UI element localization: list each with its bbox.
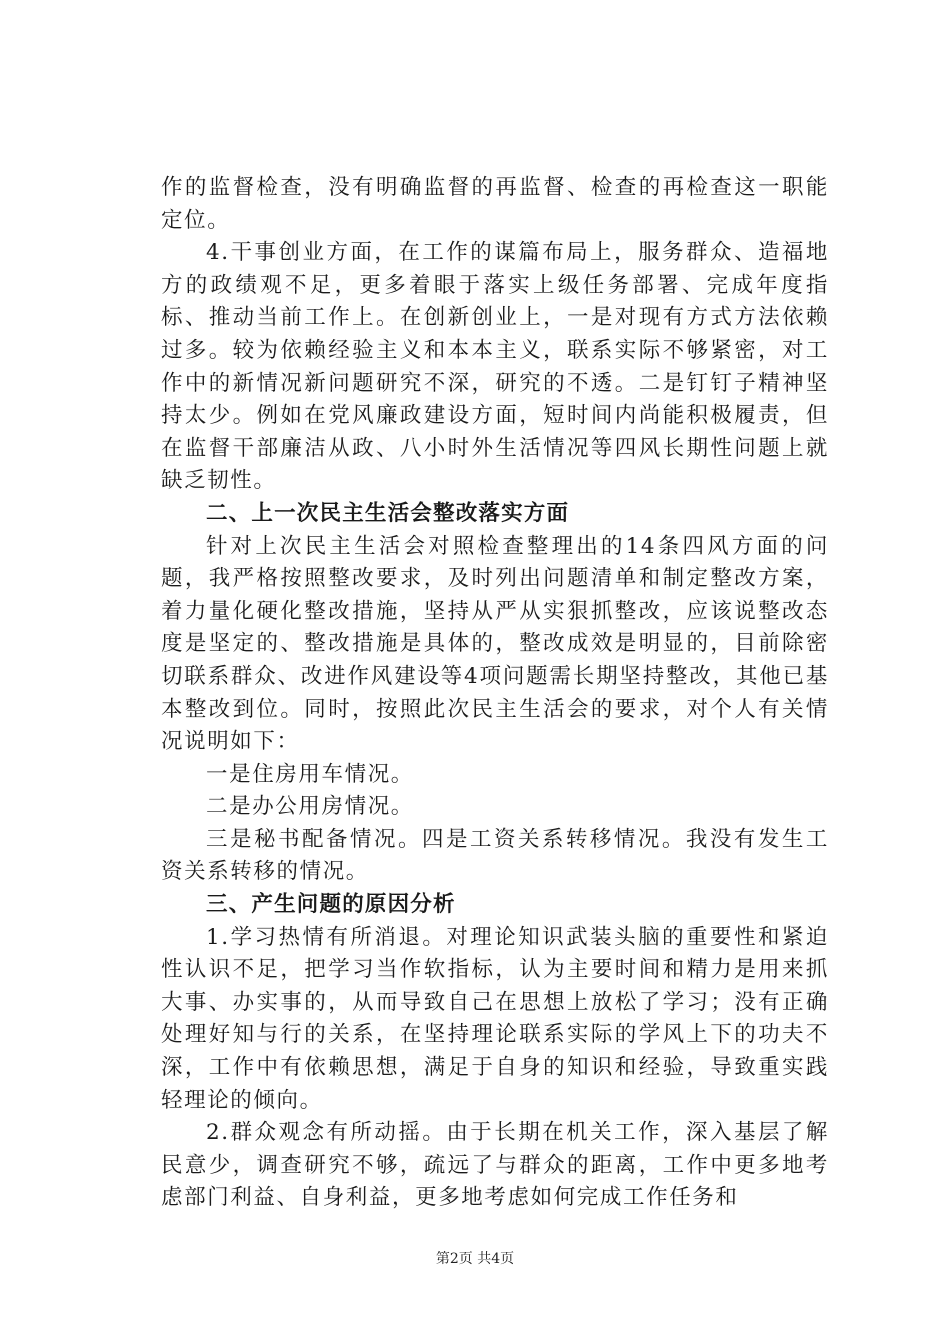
paragraph-secretary-salary: 三是秘书配备情况。四是工资关系转移情况。我没有发生工资关系转移的情况。 (161, 826, 829, 885)
paragraph-housing-car: 一是住房用车情况。 (206, 761, 414, 787)
paragraph-learning: 1.学习热情有所消退。对理论知识武装头脑的重要性和紧迫性认识不足，把学习当作软指标，认为主要时间和精力是用来抓大事、办实事的，从而导致自己在思想上放松了学习；没有正确处理好知与行的关系，在坚持理论联系实际的学风上下的功夫不深，工作中有依赖思想，满足于自身的知识和经验，导致重实践轻理论的倾向。 (161, 924, 829, 1113)
paragraph-mass-line: 2.群众观念有所动摇。由于长期在机关工作，深入基层了解民意少，调查研究不够，疏远了与群众的距离，工作中更多地考虑部门利益、自身利益，更多地考虑如何完成工作任务和 (161, 1120, 829, 1211)
paragraph-work-aspect: 4.干事创业方面，在工作的谋篇布局上，服务群众、造福地方的政绩观不足，更多着眼于落实上级任务部署、完成年度指标、推动当前工作上。在创新创业上，一是对现有方式方法依赖过多。较为依赖经验主义和本本主义，联系实际不够紧密，对工作中的新情况新问题研究不深，研究的不透。二是钉钉子精神坚持太少。例如在党风廉政建设方面，短时间内尚能积极履责，但在监督干部廉洁从政、八小时外生活情况等四风长期性问题上就缺乏韧性。 (161, 240, 829, 494)
paragraph-continuation: 作的监督检查，没有明确监督的再监督、检查的再检查这一职能定位。 (161, 175, 829, 233)
document-body (161, 172, 829, 1215)
paragraph-office-space: 二是办公用房情况。 (206, 794, 414, 820)
section-heading-rectification: 二、上一次民主生活会整改落实方面 (206, 500, 570, 526)
section-heading-cause-analysis: 三、产生问题的原因分析 (206, 892, 456, 918)
paragraph-rectification: 针对上次民主生活会对照检查整理出的14条四风方面的问题，我严格按照整改要求，及时列出问题清单和制定整改方案，着力量化硬化整改措施，坚持从严从实狠抓整改，应该说整改态度是坚定的、整改措施是具体的，整改成效是明显的，目前除密切联系群众、改进作风建设等4项问题需长期坚持整改，其他已基本整改到位。同时，按照此次民主生活会的要求，对个人有关情况说明如下： (161, 533, 829, 755)
page-number-footer: 第2页 共4页 (435, 1251, 515, 1267)
